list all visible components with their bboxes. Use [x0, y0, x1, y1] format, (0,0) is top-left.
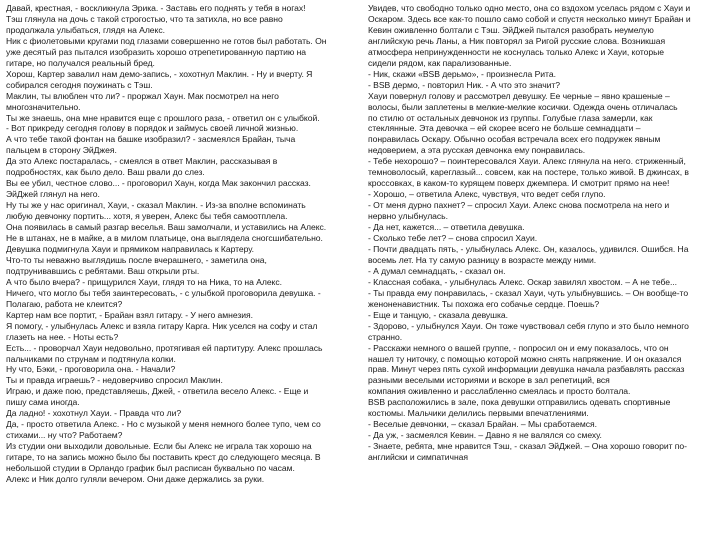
text-line: Не в штанах, не в майке, а в милом платьице, она выглядела сногсшибательно. [6, 233, 323, 244]
text-line: Давай, крестная, - воскликнула Эрика. - Заставь его поднять у тебя в ногах! [6, 3, 306, 13]
text-line: Играю, и даже пою, представляешь, Джей, - ответила весело Алекс. - Еще и [6, 386, 309, 397]
text-line: английски и симпатичная [368, 452, 469, 463]
right-text-column [360, 0, 720, 540]
text-line: Ты же знаешь, она мне нравится еще с прошлого раза, - ответил он с улыбкой. [6, 112, 320, 123]
text-line: нашел ту ниточку, с помощью которой можно снять напряжение. И он оказался [368, 353, 682, 364]
text-line: Да это Алекс постаралась, - смеялся в ответ Маклин, рассказывая в [6, 156, 278, 167]
text-line: компания оживленно и расслабленно смеялась и просто болтала. [368, 386, 631, 397]
text-line: глазеть на нее. - Ноты есть? [6, 331, 119, 342]
text-line: BSB расположились в зале, пока девушки отправились одевать спортивные [368, 397, 671, 408]
text-line: Вы ее убил, честное слово... - проговорил Хаун, когда Мак закончил рассказ. [6, 178, 311, 189]
text-line: Она появилась в самый разгар веселья. Ваш замолчали, и уставились на Алекс. [6, 222, 327, 233]
text-line: пальцем в сторону ЭйДжея. [6, 145, 117, 156]
text-line: разными веселыми историями и вскоре в зал репетиций, вся [368, 375, 610, 386]
text-line: Алекс и Ник долго гуляли вечером. Они даже держались за руки. [6, 473, 265, 484]
text-line: - От меня дурно пахнет? – спросил Хауи. Алекс снова посмотрела на него и [368, 200, 670, 211]
text-line: гитаре, но получался реальный бред. [6, 57, 155, 68]
text-line: А что тебе такой фонтан на башке изобразил? - засмеялся Брайан, тыча [6, 134, 296, 145]
text-line: небольшой студии в Орландо график был расписан буквально по часам. [6, 463, 295, 474]
text-line: - Почти двадцать пять, - улыбнулась Алекс. Он, казалось, удивился. Ошибся. На [368, 243, 689, 254]
text-line: сидели рядом, как парализованные. [368, 57, 512, 68]
text-line: Есть... - проворчал Хауи недовольно, протягивая ей партитуру. Алекс прошлась [6, 342, 323, 353]
text-line: ЭйДжей глянул на него. [6, 189, 100, 200]
text-line: - Да уж, - засмеялся Кевин. – Давно я не валялся со смеху. [368, 430, 602, 441]
text-line: Хорош, Картер завалил нам демо-запись, - хохотнул Маклин. - Ну и вчерту. Я [6, 68, 313, 79]
text-line: подробностях, как было дело. Ваш рвали до слез. [6, 167, 205, 178]
text-line: Полагаю, работа не клеится? [6, 298, 123, 309]
text-line: - Классная собака, - улыбнулась Алекс. Оскар завилял хвостом. – А не тебе... [368, 276, 677, 287]
text-line: кроссовках, в каком-то курящем поверх джемпера. И смотрит прямо на нее! [368, 178, 670, 189]
text-line: Ник с фиолетовыми кругами под глазами совершенно не готов был работать. Он [6, 35, 327, 46]
text-line: - Здорово, - улыбнулся Хауи. Он тоже чувствовал себя глупо и это было немного [368, 320, 689, 331]
text-line: любую девчонку портить... хотя, я уверен, Алекс бы тебя самоотплела. [6, 211, 288, 222]
text-line: восемь лет. На ту самую разницу в возрасте между ними. [368, 254, 597, 265]
text-line: стеклянные. Эта девочка – ей скорее всего не больше семнадцати – [368, 123, 641, 134]
text-line: английскую речь Ланы, а Ник повторял за Ригой русские слова. Возникшая [368, 35, 666, 46]
text-line: - BSB дермо, - повторил Ник. - А что это значит? [368, 79, 560, 90]
text-line: костюмы. Мальчики делились первыми впечатлениями. [368, 408, 589, 419]
text-line: пальчиками по струнам и подтянула колки. [6, 353, 176, 364]
text-line: понравилась Оскару. Обычно особая встречала всех его подружек явным [368, 134, 661, 145]
text-line: странно. [368, 331, 403, 342]
text-line: - Ник, скажи «BSB дерьмо», - произнесла Рита. [368, 68, 556, 79]
text-line: Ты и правда играешь? - недоверчиво спросил Маклин. [6, 375, 223, 386]
text-line: пишу сама иногда. [6, 397, 80, 408]
text-line: нервно улыбнулась. [368, 211, 448, 222]
text-line: недоверием, а эта русская девчонка ему понравилась. [368, 145, 586, 156]
text-line: Девушка подмигнула Хауи и прямиком направилась к Картеру. [6, 243, 254, 254]
text-line: Картер нам все портит, - Брайан взял гитару. - У него амнезия. [6, 309, 253, 320]
text-line: - Вот прикреду сегодня голову в порядок и займусь своей личной жизнью. [6, 123, 299, 134]
text-line: темноволосый, кареглазый... совсем, как на постере, только живой. В джинсах, в [368, 167, 689, 178]
text-line: женоненавистник. Ты похожа его собачье сердце. Поешь? [368, 298, 600, 309]
text-line: Маклин, ты влюблен что ли? - проржал Хаун. Мак посмотрел на него [6, 90, 279, 101]
text-line: Ну что, Бэки, - проговорила она. - Начали? [6, 364, 176, 375]
text-line: Ничего, что могло бы тебя заинтересовать, - с улыбкой проговорила девушка. - [6, 287, 321, 298]
text-line: - Еще и танцую, - сказала девушка. [368, 309, 508, 320]
text-line: Я помогу, - улыбнулась Алекс и взяла гитару Карга. Ник уселся на софу и стал [6, 320, 318, 331]
text-line: многозначительно. [6, 101, 81, 112]
text-line: продолжала улыбаться, глядя на Алекс. [6, 24, 165, 35]
text-line: Увидев, что свободно только одно место, она со вздохом уселась рядом с Хауи и [368, 3, 691, 13]
text-line: - А думал семнадцать, - сказал он. [368, 265, 506, 276]
text-line: - Да нет, кажется... – ответила девушка. [368, 222, 525, 233]
text-line: прав. Минут через пять сухой информации девушка начала разбавлять рассказ [368, 364, 685, 375]
text-line: Оскаром. Здесь все как-то пошло само собой и спустя несколько минут Брайан и [368, 13, 691, 24]
text-line: подтрунивавшись с ребятами. Ваш открыли рты. [6, 265, 200, 276]
text-line: Кевин оживленно болтали с Тэш. ЭйДжей пытался разобрать неумелую [368, 24, 654, 35]
text-line: атмосфера непринужденности не коснулась только Алекс и Хауи, которые [368, 46, 664, 57]
text-line: Да ладно! - хохотнул Хауи. - Правда что ли? [6, 408, 182, 419]
text-line: Да, - просто ответила Алекс. - Но с музыкой у меня немного более тупо, чем со [6, 419, 321, 430]
text-line: А что было вчера? - прищурился Хауи, глядя то на Ника, то на Алекс. [6, 276, 282, 287]
text-line: - Тебе нехорошо? – поинтересовался Хауи. Алекс глянула на него. стриженный, [368, 156, 686, 167]
text-line: по стилю от остальных девчонок из группы. Голубые глаза замерли, как [368, 112, 653, 123]
text-line: Из студии они выходили довольные. Если бы Алекс не играла так хорошо на [6, 441, 312, 452]
text-line: - Веселые девчонки, – сказал Брайан. – Мы сработаемся. [368, 419, 597, 430]
text-line: Ну ты же у нас оригинал, Хауи, - сказал Маклин. - Из-за вполне вспоминать [6, 200, 306, 211]
text-line: стихами... ну что? Работаем? [6, 430, 123, 441]
text-line: Хауи повернул голову и рассмотрел девушку. Ее черные – явно крашеные – [368, 90, 670, 101]
text-line: - Хорошо, – ответила Алекс, чувствуя, что ведет себя глупо. [368, 189, 606, 200]
text-line: - Сколько тебе лет? – снова спросил Хауи. [368, 233, 538, 244]
text-line: волосы, были заплетены в мелкие-мелкие косички. Одежда очень отличалась [368, 101, 678, 112]
text-line: собирался сегодня поужинать с Тэш. [6, 79, 153, 90]
text-line: - Расскажи немного о вашей группе, - попросил он и ему показалось, что он [368, 342, 669, 353]
text-line: - Знаете, ребята, мне нравится Тэш, - сказал ЭйДжей. – Она хорошо говорит по- [368, 441, 687, 452]
text-line: гитаре, то на запись можно было бы поставить крест до следующего месяца. В [6, 452, 321, 463]
text-line: Что-то ты неважно выглядишь после вчерашнего, - заметила она, [6, 254, 267, 265]
text-line: Тэш глянула на дочь с такой строгостью, что та затихла, но все равно [6, 13, 283, 24]
text-line: уже десятый раз пытался изобразить хорошо отрепетированную партию на [6, 46, 307, 57]
text-line: - Ты правда ему понравилась, - сказал Хауи, чуть улыбнувшись. – Он вообще-то [368, 287, 689, 298]
